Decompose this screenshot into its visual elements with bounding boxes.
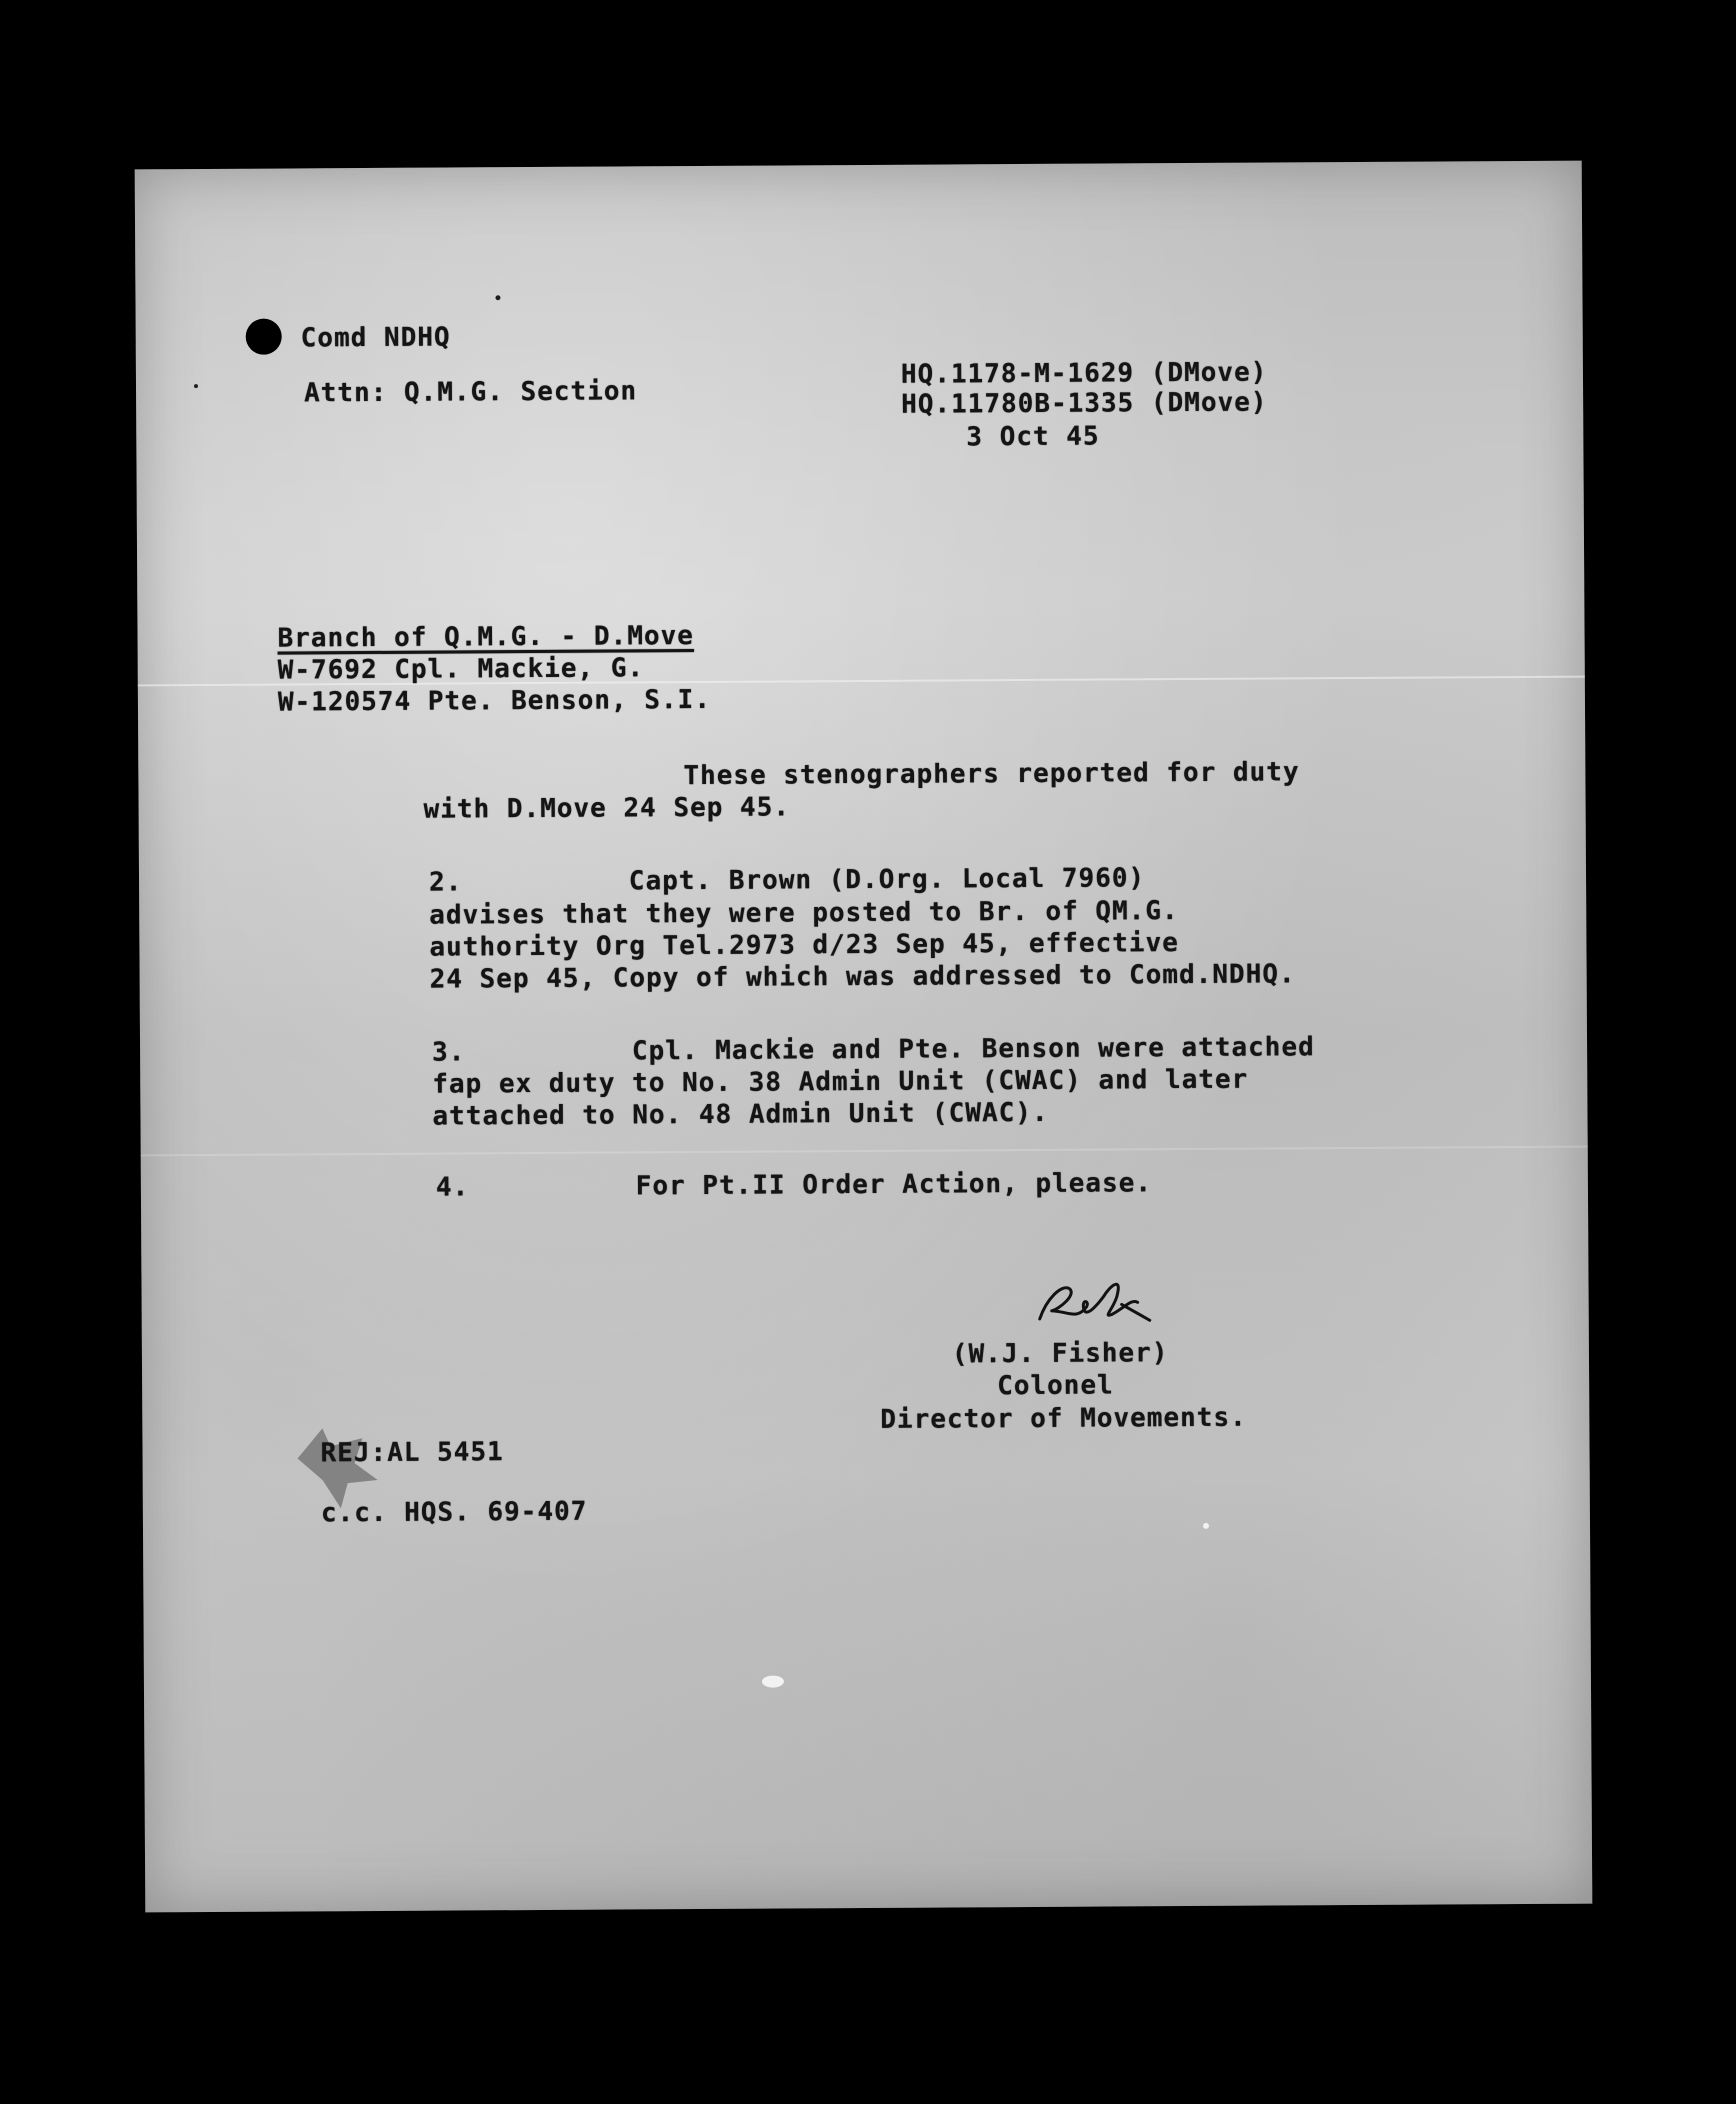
memo-date: 3 Oct 45 — [966, 421, 1100, 453]
punch-hole — [246, 319, 282, 355]
addressee-line: Comd NDHQ — [300, 322, 451, 354]
subject-personnel-2: W-120574 Pte. Benson, S.I. — [277, 684, 712, 718]
fold-crease — [141, 1146, 1588, 1157]
paragraph-3-line-1: 3. Cpl. Mackie and Pte. Benson were attached — [431, 1032, 1315, 1068]
reference-initials: REJ:AL 5451 — [320, 1437, 504, 1469]
signatory-title: Director of Movements. — [880, 1402, 1247, 1435]
paragraph-2-line-1: 2. Capt. Brown (D.Org. Local 7960) — [428, 863, 1146, 898]
paragraph-4: 4. For Pt.II Order Action, please. — [435, 1168, 1153, 1203]
signatory-rank: Colonel — [997, 1370, 1114, 1402]
signatory-name: (W.J. Fisher) — [951, 1338, 1169, 1370]
paragraph-2-line-3: authority Org Tel.2973 d/23 Sep 45, effective — [429, 928, 1179, 963]
file-reference-2: HQ.11780B-1335 (DMove) — [901, 387, 1268, 420]
paper-blemish — [762, 1675, 784, 1687]
ink-speck — [194, 384, 198, 388]
paper-blemish — [1203, 1523, 1209, 1529]
paragraph-3-line-3: attached to No. 48 Admin Unit (CWAC). — [432, 1097, 1049, 1132]
ink-speck — [495, 295, 500, 300]
subject-branch: Branch of Q.M.G. - D.Move — [277, 621, 694, 654]
carbon-copy-line: c.c. HQS. 69-407 — [320, 1496, 588, 1529]
file-reference-1: HQ.1178-M-1629 (DMove) — [900, 357, 1268, 390]
paragraph-2-line-2: advises that they were posted to Br. of QM.G. — [429, 896, 1179, 931]
paragraph-3-line-2: fap ex duty to No. 38 Admin Unit (CWAC) and later — [432, 1064, 1249, 1100]
subject-personnel-1: W-7692 Cpl. Mackie, G. — [277, 653, 645, 686]
attention-line: Attn: Q.M.G. Section — [303, 376, 638, 409]
handwritten-initials — [1031, 1258, 1161, 1339]
memo-page — [135, 161, 1593, 1913]
paragraph-1-line-2: with D.Move 24 Sep 45. — [423, 792, 791, 825]
paragraph-2-line-4: 24 Sep 45, Copy of which was addressed to Comd.NDHQ. — [429, 959, 1296, 995]
paragraph-1-line-1: These stenographers reported for duty — [683, 757, 1300, 792]
